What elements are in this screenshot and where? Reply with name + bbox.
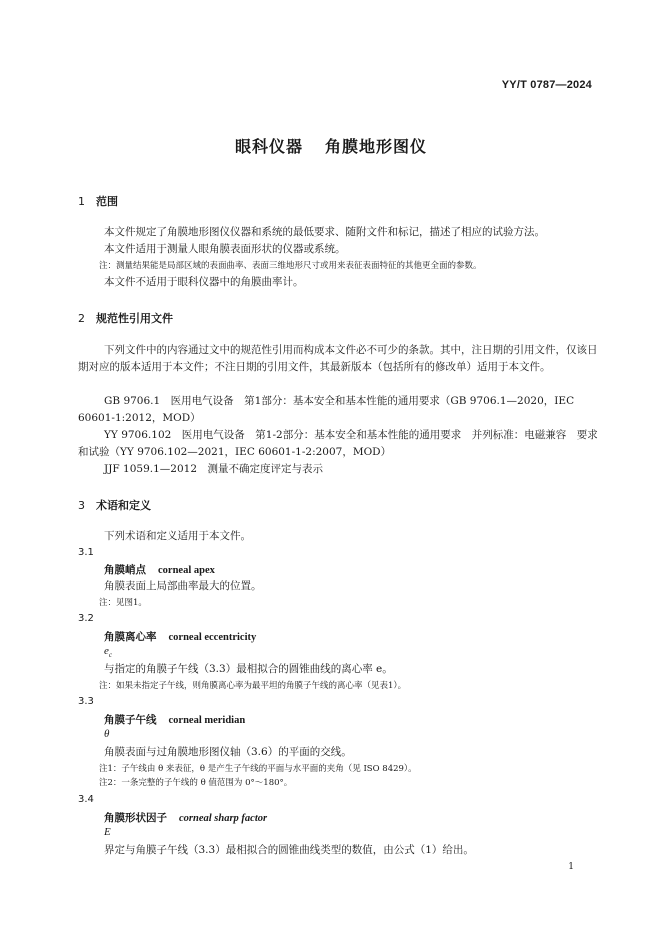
reference-yy-9706-102: YY 9706.102 医用电气设备 第1-2部分：基本安全和基本性能的通用要求 并列标准：电磁兼容 要求和试验（YY 9706.102—2021，IEC 60601-1-2:2007，MOD） bbox=[78, 429, 598, 458]
section-1-paragraph-2: 本文件适用于测量人眼角膜表面形状的仪器或系统。 bbox=[104, 243, 346, 255]
term-heading bbox=[104, 712, 245, 727]
title-part-2: 角膜地形图仪 bbox=[325, 137, 428, 156]
reference-jjf-1059-1: JJF 1059.1—2012 测量不确定度评定与表示 bbox=[104, 463, 324, 475]
term-number: 3.4 bbox=[78, 794, 94, 805]
section-3-intro: 下列术语和定义适用于本文件。 bbox=[104, 530, 251, 542]
term-symbol: E bbox=[104, 826, 111, 838]
term-definition: 角膜表面与过角膜地形图仪轴（3.6）的平面的交线。 bbox=[104, 746, 352, 758]
term-note: 注：见图1。 bbox=[99, 598, 147, 608]
term-zh: 角膜子午线 bbox=[104, 714, 157, 726]
page-number: 1 bbox=[568, 862, 574, 872]
section-1-paragraph-3: 本文件不适用于眼科仪器中的角膜曲率计。 bbox=[104, 276, 304, 288]
document-title bbox=[0, 134, 662, 157]
term-heading bbox=[104, 629, 256, 644]
section-3-number: 3 bbox=[78, 499, 85, 512]
term-en: corneal meridian bbox=[168, 715, 246, 726]
term-symbol: θ bbox=[104, 728, 110, 740]
term-zh: 角膜离心率 bbox=[104, 631, 157, 643]
section-2-title: 规范性引用文件 bbox=[96, 312, 173, 325]
term-definition: 与指定的角膜子午线（3.3）最相拟合的圆锥曲线的离心率 e。 bbox=[104, 663, 393, 675]
term-definition: 界定与角膜子午线（3.3）最相拟合的圆锥曲线类型的数值，由公式（1）给出。 bbox=[104, 844, 474, 856]
term-note: 注1：子午线由 θ 来表征，θ 是产生子午线的平面与水平面的夹角（见 ISO 8429）。 bbox=[99, 764, 417, 774]
term-note: 注：如果未指定子午线，则角膜离心率为最平坦的角膜子午线的离心率（见表1）。 bbox=[99, 681, 407, 691]
section-1-heading bbox=[78, 193, 118, 209]
term-number: 3.2 bbox=[78, 613, 94, 624]
section-1-paragraph-1: 本文件规定了角膜地形图仪仪器和系统的最低要求、随附文件和标记，描述了相应的试验方法。 bbox=[104, 226, 545, 238]
term-note: 注2：一条完整的子午线的 θ 值范围为 0°～180°。 bbox=[99, 778, 293, 788]
term-en: corneal sharp factor bbox=[179, 813, 268, 824]
term-definition: 角膜表面上局部曲率最大的位置。 bbox=[104, 580, 262, 592]
term-zh: 角膜峭点 bbox=[104, 564, 146, 576]
term-heading bbox=[104, 810, 267, 825]
term-en: corneal apex bbox=[158, 565, 215, 576]
title-part-1: 眼科仪器 bbox=[234, 137, 303, 156]
term-zh: 角膜形状因子 bbox=[104, 812, 167, 824]
term-en: corneal eccentricity bbox=[168, 632, 257, 643]
section-3-heading bbox=[78, 497, 151, 513]
section-1-title: 范围 bbox=[96, 195, 118, 208]
term-heading bbox=[104, 562, 215, 577]
section-2-intro: 下列文件中的内容通过文中的规范性引用而构成本文件必不可少的条款。其中，注日期的引用文件，仅该日期对应的版本适用于本文件；不注日期的引用文件，其最新版本（包括所有的修改单）适用于本文件。 bbox=[78, 344, 598, 373]
section-1-note: 注：测量结果能是局部区域的表面曲率、表面三维地形尺寸或用来表征表面特征的其他更全面的参数。 bbox=[99, 261, 482, 271]
term-number: 3.1 bbox=[78, 547, 94, 558]
term-symbol: $e_c$ bbox=[104, 645, 112, 660]
section-3-title: 术语和定义 bbox=[96, 499, 151, 512]
standard-code: YY/T 0787—2024 bbox=[501, 79, 592, 91]
term-number: 3.3 bbox=[78, 696, 94, 707]
section-2-heading bbox=[78, 310, 173, 326]
reference-gb-9706-1: GB 9706.1 医用电气设备 第1部分：基本安全和基本性能的通用要求（GB 9706.1—2020，IEC 60601-1:2012，MOD） bbox=[78, 395, 575, 424]
section-1-number: 1 bbox=[78, 195, 85, 208]
section-2-number: 2 bbox=[78, 312, 85, 325]
